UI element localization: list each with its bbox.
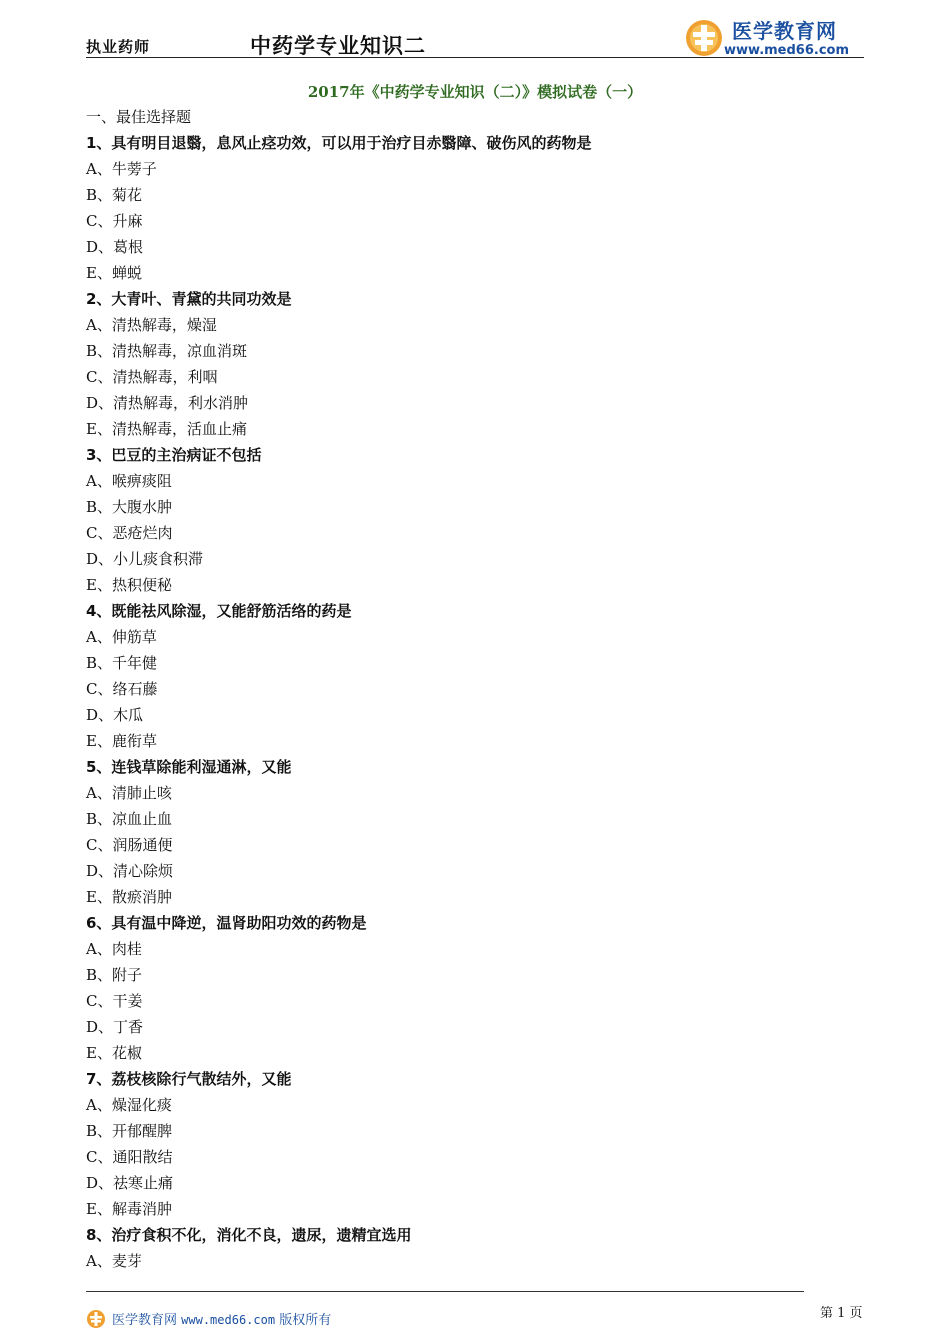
answer-option: D、小儿痰食积滞	[86, 550, 204, 568]
answer-option: D、清热解毒，利水消肿	[86, 394, 249, 412]
answer-option: A、牛蒡子	[86, 160, 157, 178]
answer-option: E、解毒消肿	[86, 1200, 172, 1218]
footer-url-link[interactable]: www.med66.com	[181, 1313, 276, 1327]
question-stem: 3、巴豆的主治病证不包括	[86, 446, 262, 464]
answer-option: A、肉桂	[86, 940, 142, 958]
answer-option: B、附子	[86, 966, 143, 984]
answer-option: C、润肠通便	[86, 836, 173, 854]
answer-option: C、清热解毒，利咽	[86, 368, 218, 386]
answer-option: B、千年健	[86, 654, 158, 672]
page-number: 第 1 页	[820, 1306, 863, 1321]
answer-option: B、菊花	[86, 186, 143, 204]
answer-option: B、清热解毒，凉血消斑	[86, 342, 248, 360]
question-list	[86, 104, 866, 1274]
answer-option: E、清热解毒，活血止痛	[86, 420, 247, 438]
answer-option: E、鹿衔草	[86, 732, 157, 750]
question-stem: 7、荔枝核除行气散结外，又能	[86, 1070, 292, 1088]
answer-option: A、清肺止咳	[86, 784, 172, 802]
question-stem: 5、连钱草除能利湿通淋，又能	[86, 758, 292, 776]
answer-option: E、热积便秘	[86, 576, 172, 594]
answer-option: E、花椒	[86, 1044, 142, 1062]
answer-option: A、清热解毒，燥湿	[86, 316, 217, 334]
answer-option: D、清心除烦	[86, 862, 174, 880]
answer-option: C、通阳散结	[86, 1148, 173, 1166]
logo-emblem-icon	[684, 18, 724, 58]
question-stem: 4、既能祛风除湿，又能舒筋活络的药是	[86, 602, 352, 620]
footer-divider	[86, 1291, 804, 1292]
footer-copyright	[112, 1309, 331, 1328]
answer-option: C、络石藤	[86, 680, 158, 698]
question-stem: 6、具有温中降逆，温肾助阳功效的药物是	[86, 914, 367, 932]
header-subject-title: 中药学专业知识二	[250, 34, 426, 58]
answer-option: A、燥湿化痰	[86, 1096, 172, 1114]
answer-option: E、蝉蜕	[86, 264, 142, 282]
questions-container	[86, 130, 866, 1274]
logo-url: www.med66.com	[724, 43, 850, 58]
answer-option: D、丁香	[86, 1018, 144, 1036]
footer-rights: 版权所有	[279, 1313, 332, 1328]
logo-brand-name: 医学教育网	[732, 19, 837, 43]
answer-option: C、恶疮烂肉	[86, 524, 173, 542]
header-exam-label: 执业药师	[86, 38, 151, 56]
answer-option: A、伸筋草	[86, 628, 157, 646]
section-heading: 一、最佳选择题	[86, 108, 192, 126]
footer-logo-icon	[86, 1309, 106, 1329]
answer-option: A、喉痹痰阻	[86, 472, 172, 490]
site-logo[interactable]	[684, 15, 864, 60]
question-stem: 2、大青叶、青黛的共同功效是	[86, 290, 292, 308]
answer-option: B、凉血止血	[86, 810, 173, 828]
answer-option: D、祛寒止痛	[86, 1174, 174, 1192]
question-stem: 8、治疗食积不化，消化不良，遗尿，遗精宜选用	[86, 1226, 412, 1244]
answer-option: D、木瓜	[86, 706, 144, 724]
answer-option: C、干姜	[86, 992, 143, 1010]
answer-option: B、开郁醒脾	[86, 1122, 173, 1140]
answer-option: D、葛根	[86, 238, 144, 256]
answer-option: C、升麻	[86, 212, 143, 230]
answer-option: B、大腹水肿	[86, 498, 173, 516]
footer-brand: 医学教育网	[112, 1313, 178, 1328]
answer-option: A、麦芽	[86, 1252, 142, 1270]
document-title: 2017年《中药学专业知识（二）》模拟试卷（一）	[307, 83, 643, 101]
answer-option: E、散瘀消肿	[86, 888, 172, 906]
question-stem: 1、具有明目退翳，息风止痉功效，可以用于治疗目赤翳障、破伤风的药物是	[86, 134, 592, 152]
